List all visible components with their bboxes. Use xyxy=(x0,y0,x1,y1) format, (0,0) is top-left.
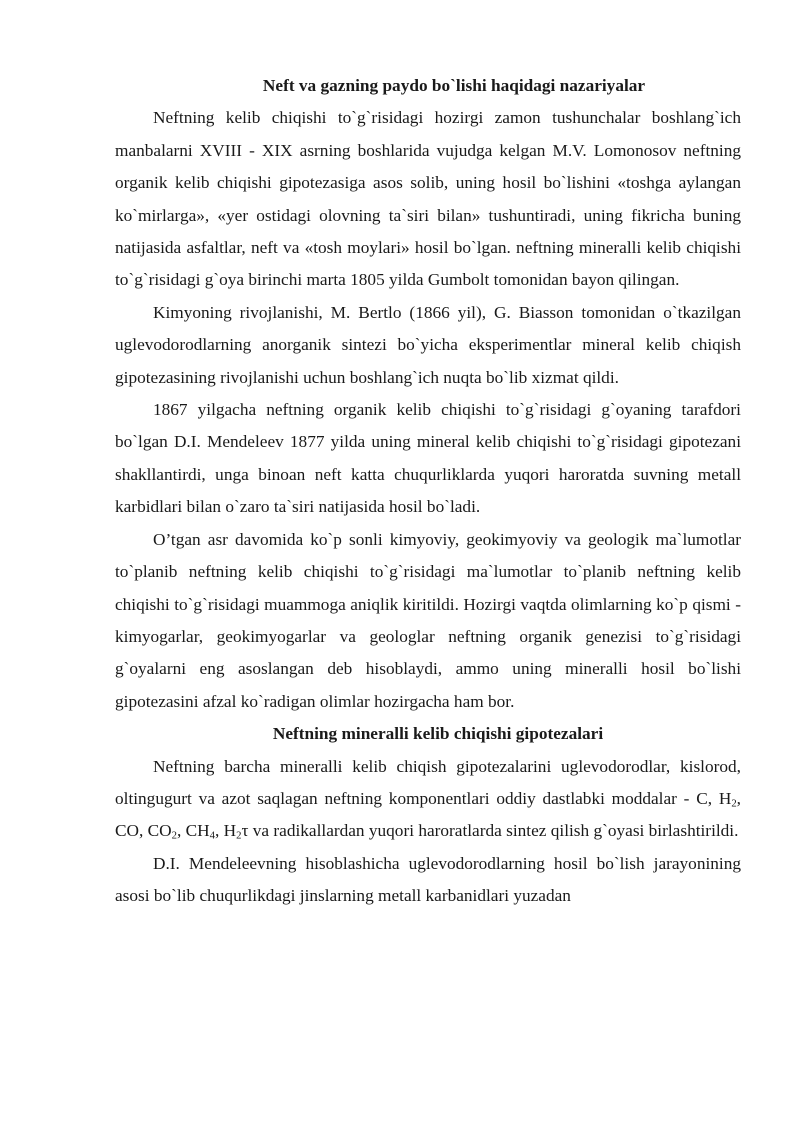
subscript: 2 xyxy=(731,797,737,810)
document-page xyxy=(115,70,741,913)
paragraph: O’tgan asr davomida ko`p sonli kimyoviy, geokimyoviy va geologik ma`lumotlar to`planib neftning kelib chiqishi to`g`risidagi ma`lumotlar to`planib neftning kelib chiqishi to`g`risidagi muammoga aniqlik kiritildi. Hozirgi vaqtda olimlarning ko`p qismi - kimyogarlar, geokimyogarlar va geologlar neftning organik genezisi to`g`risidagi g`oyalarni eng asoslangan deb hisoblaydi, ammo uning mineralli hosil bo`lishi gipotezasini afzal ko`radigan olimlar hozirgacha ham bor. xyxy=(115,529,741,711)
paragraph: D.I. Mendeleevning hisoblashicha uglevodorodlarning hosil bo`lish jarayonining asosi bo`lib chuqurlikdagi jinslarning metall karbanidlari yuzadan xyxy=(115,853,741,906)
text-run: , CH xyxy=(177,821,210,841)
paragraph-formula xyxy=(115,751,741,848)
paragraph: Neftning kelib chiqishi to`g`risidagi hozirgi zamon tushunchalar boshlang`ich manbalarni XVIII - XIX asrning boshlarida vujudga kelgan M.V. Lomonosov neftning organik kelib chiqishi gipotezasiga asos solib, uning hosil bo`lishini «toshga aylangan ko`mirlarga», «yer ostidagi olovning ta`siri bilan» tushuntiradi, uning fikricha buning natijasida asfaltlar, neft va «tosh moylari» hosil bo`lgan. neftning mineralli kelib chiqishi to`g`risidagi g`oya birinchi marta 1805 yilda Gumbolt tomonidan bayon qilingan. xyxy=(115,108,741,290)
page-title: Neft va gazning paydo bo`lishi haqidagi nazariyalar xyxy=(262,76,646,95)
text-run: , H xyxy=(215,821,237,841)
text-run: , CO, CO xyxy=(115,788,741,841)
subscript: 4 xyxy=(209,830,216,843)
paragraph: Kimyoning rivojlanishi, M. Bertlo (1866 yil), G. Biasson tomonidan o`tkazilgan uglevodorodlarning anorganik sintezi bo`yicha eksperimentlar mineral kelib chiqish gipotezasining rivojlanishi uchun boshlang`ich nuqta bo`lib xizmat qildi. xyxy=(115,302,741,387)
text-run: τ va radikallardan yuqori haroratlarda sintez qilish g`oyasi birlashtirildi. xyxy=(241,821,739,841)
section-heading: Neftning mineralli kelib chiqishi gipotezalari xyxy=(272,724,604,744)
subscript: 2 xyxy=(236,830,242,843)
paragraph: 1867 yilgacha neftning organik kelib chiqishi to`g`risidagi g`oyaning tarafdori bo`lgan D.I. Mendeleev 1877 yilda uning mineral kelib chiqishi to`g`risidagi gipotezani shakllantirdi, unga binoan neft katta chuqurliklarda yuqori haroratda suvning metall karbidlari bilan o`zaro ta`siri natijasida hosil bo`ladi. xyxy=(115,400,741,517)
text-run: Neftning barcha mineralli kelib chiqish gipotezalarini uglevodorodlar, kislorod, oltingugurt va azot saqlagan neftning komponentlari oddiy dastlabki moddalar - C, H xyxy=(115,756,741,808)
subscript: 2 xyxy=(171,830,178,843)
